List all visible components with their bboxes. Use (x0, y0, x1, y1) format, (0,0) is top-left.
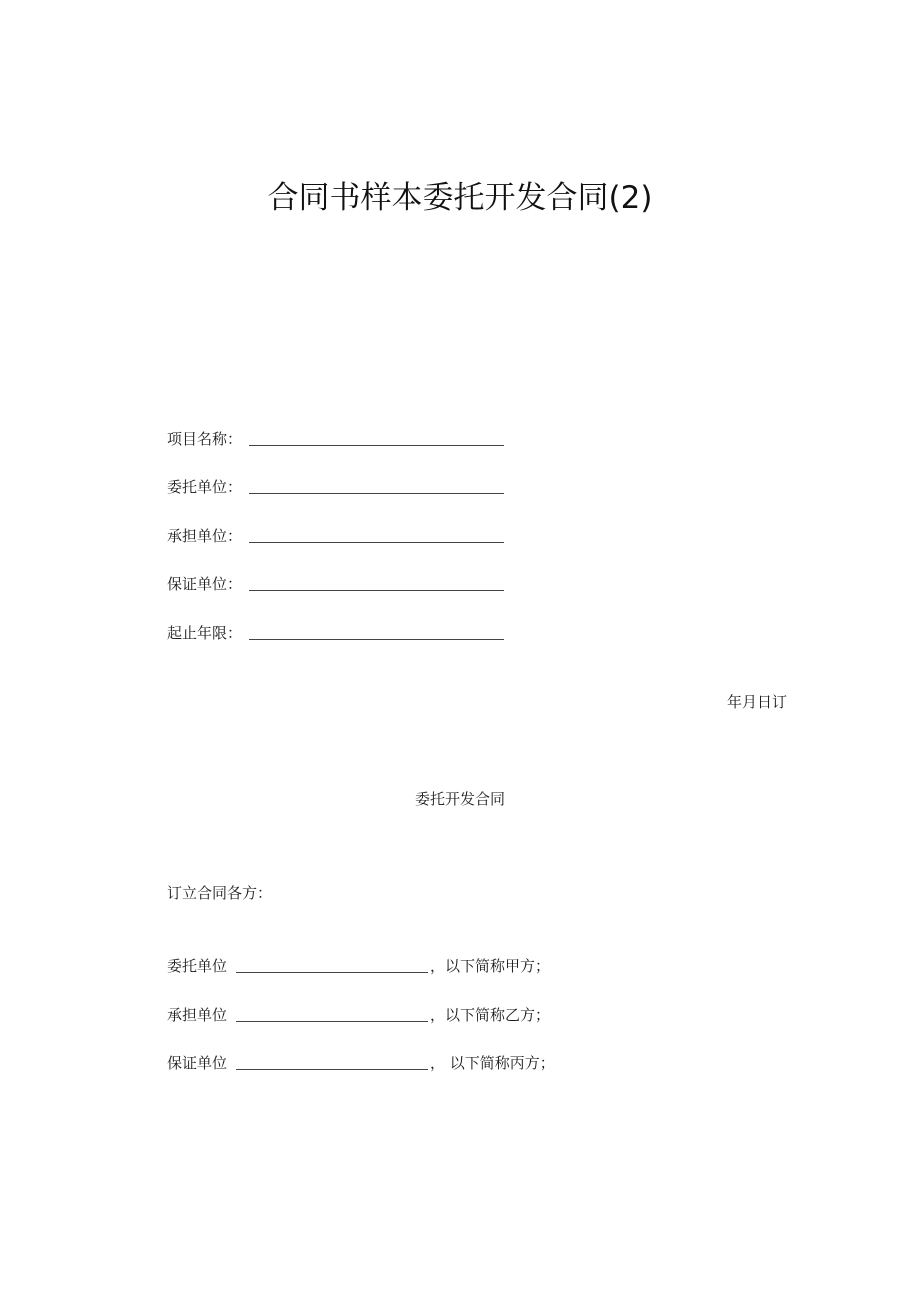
blank-line (249, 493, 504, 494)
parties-intro: 订立合同各方： (167, 884, 273, 902)
cover-field-undertaking-unit (167, 499, 504, 548)
field-label: 起止年限： (167, 623, 243, 642)
cover-field-project-name (167, 402, 504, 451)
blank-line (249, 542, 504, 543)
party-row-party-c (167, 1027, 555, 1076)
blank-line (249, 639, 504, 640)
section-title: 委托开发合同 (414, 790, 505, 808)
blank-line (236, 1021, 428, 1022)
document-title: 合同书样本委托开发合同(2) (267, 180, 653, 216)
party-suffix: ， 以下简称丙方； (430, 1054, 555, 1072)
party-label: 承担单位 (167, 1005, 228, 1024)
blank-line (249, 590, 504, 591)
party-row-party-a (167, 930, 555, 979)
party-label: 委托单位 (167, 957, 228, 975)
party-suffix: ，以下简称甲方； (430, 957, 551, 975)
contract-parties (167, 881, 555, 1075)
field-label: 承担单位： (167, 526, 243, 545)
field-label: 委托单位： (167, 478, 243, 496)
cover-field-term (167, 596, 504, 645)
cover-fields (167, 402, 504, 645)
cover-field-commissioning-unit (167, 451, 504, 500)
party-row-party-b (167, 978, 555, 1027)
blank-line (236, 972, 428, 973)
signing-date: 年月日订 (726, 693, 787, 711)
party-suffix: ，以下简称乙方； (430, 1005, 551, 1024)
party-label: 保证单位 (167, 1054, 228, 1072)
field-label: 保证单位： (167, 575, 243, 593)
blank-line (236, 1069, 428, 1070)
blank-line (249, 445, 504, 446)
cover-field-guarantor-unit (167, 548, 504, 597)
field-label: 项目名称： (167, 429, 243, 448)
